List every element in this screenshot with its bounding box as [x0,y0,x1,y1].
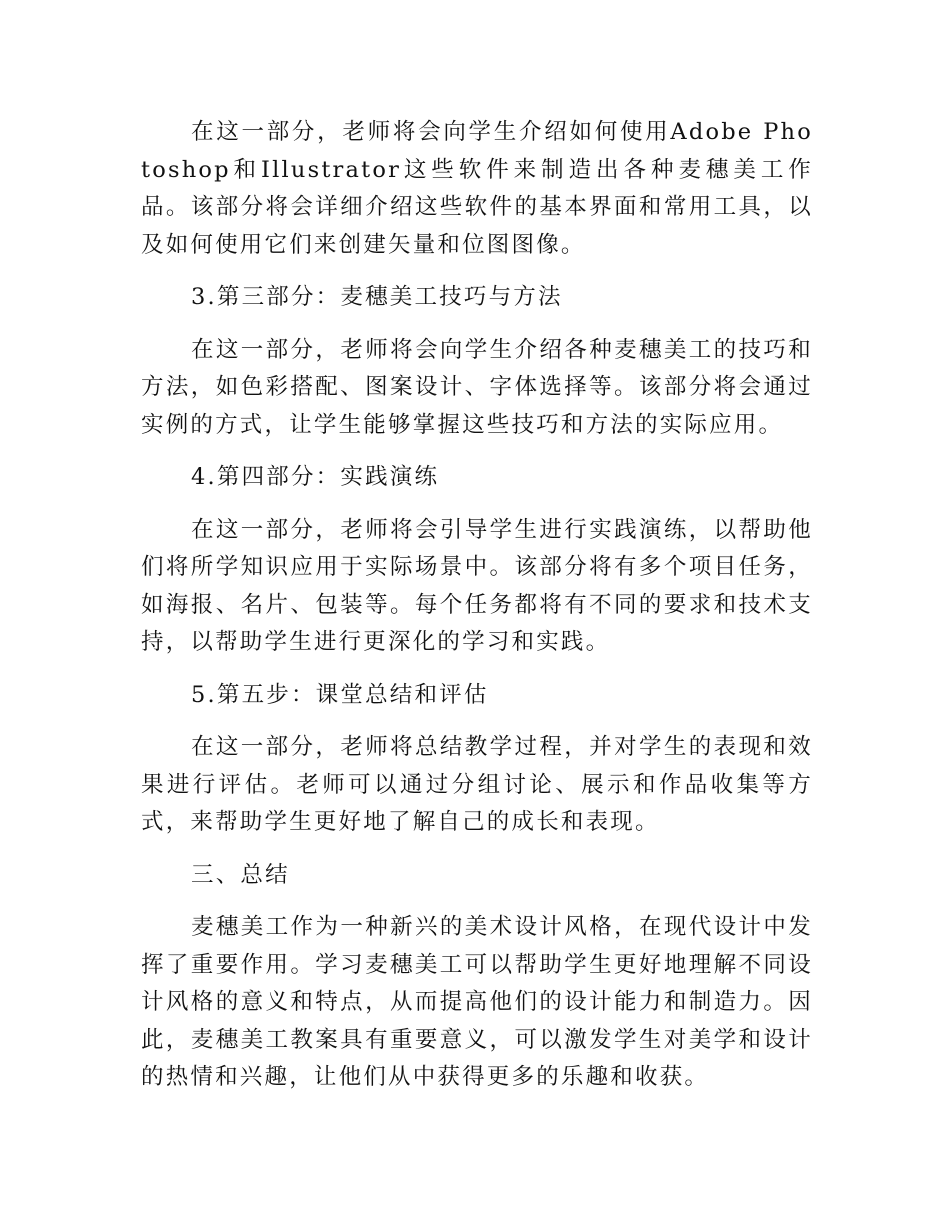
paragraph-evaluation: 在这一部分，老师将总结教学过程，并对学生的表现和效果进行评估。老师可以通过分组讨论、展示和作品收集等方式，来帮助学生更好地了解自己的成长和表现。 [141,734,813,835]
paragraph-summary: 麦穗美工作为一种新兴的美术设计风格，在现代设计中发挥了重要作用。学习麦穗美工可以帮助学生更好地理解不同设计风格的意义和特点，从而提高他们的设计能力和制造力。因此，麦穗美工教案具有重要意义，可以激发学生对美学和设计的热情和兴趣，让他们从中获得更多的乐趣和收获。 [141,914,813,1090]
paragraph-practice: 在这一部分，老师将会引导学生进行实践演练，以帮助他们将所学知识应用于实际场景中。该部分将有多个项目任务，如海报、名片、包装等。每个任务都将有不同的要求和技术支持，以帮助学生进行更深化的学习和实践。 [141,516,813,655]
section-heading-part-3: 3.第三部分：麦穗美工技巧与方法 [191,284,563,310]
document-body [141,114,813,1112]
paragraph-techniques: 在这一部分，老师将会向学生介绍各种麦穗美工的技巧和方法，如色彩搭配、图案设计、字体选择等。该部分将会通过实例的方式，让学生能够掌握这些技巧和方法的实际应用。 [141,336,813,438]
section-heading-summary: 三、总结 [191,861,290,888]
section-heading-step-5: 5.第五步：课堂总结和评估 [191,681,489,708]
section-heading-part-4: 4.第四部分：实践演练 [191,464,440,490]
paragraph-software-intro: 在这一部分，老师将会向学生介绍如何使用Adobe Photoshop和Illustrator这些软件来制造出各种麦穗美工作品。该部分将会详细介绍这些软件的基本界面和常用工具，以及如何使用它们来创建矢量和位图图像。 [141,119,813,258]
